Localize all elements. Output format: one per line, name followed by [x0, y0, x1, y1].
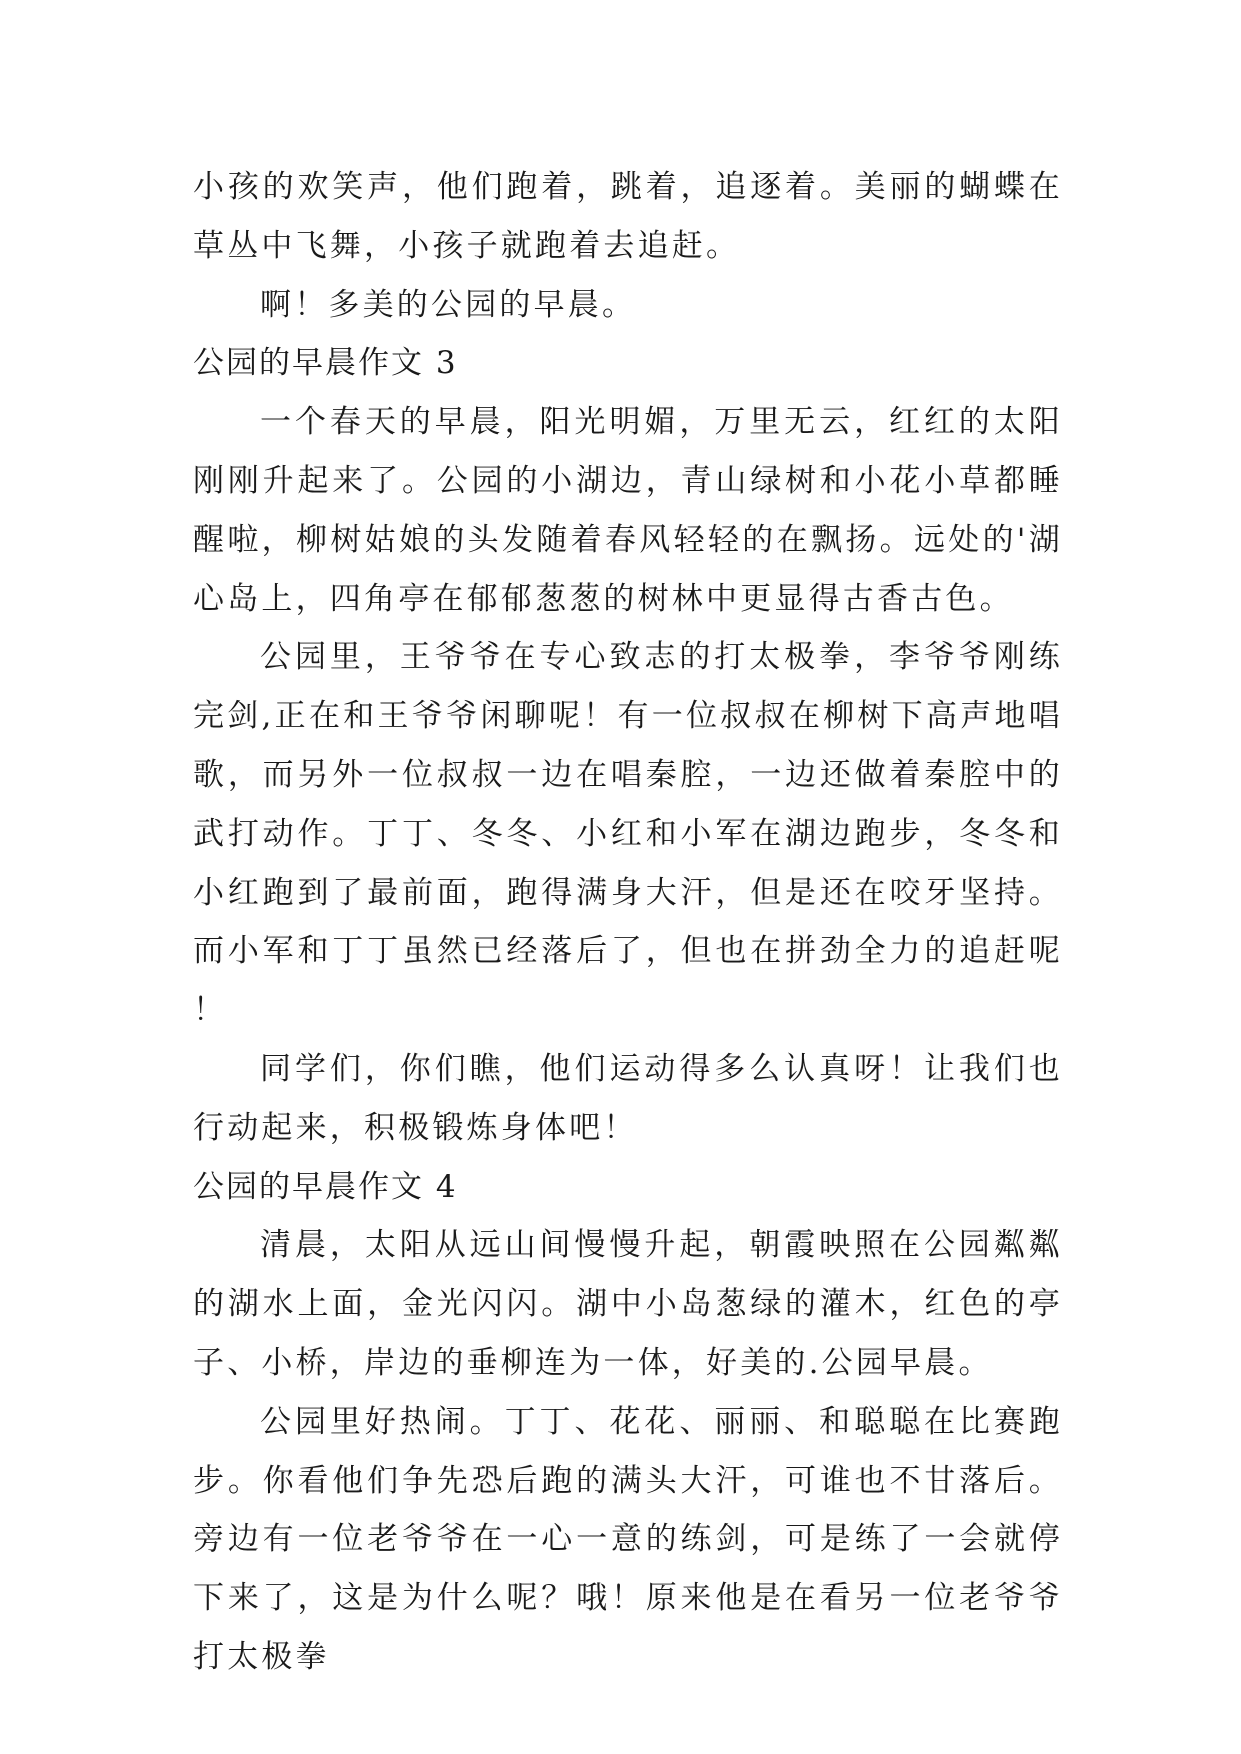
document-body	[193, 158, 1063, 1687]
section-heading-essay-4: 公园的早晨作文 4	[193, 1168, 458, 1205]
paragraph-park-activities: 公园里，王爷爷在专心致志的打太极拳，李爷爷刚练完剑,正在和王爷爷闲聊呢！有一位叔叔在柳树下高声地唱歌，而另外一位叔叔一边在唱秦腔，一边还做着秦腔中的武打动作。丁丁、冬冬、小红和小军在湖边跑步，冬冬和小红跑到了最前面，跑得满身大汗，但是还在咬牙坚持。而小军和丁丁虽然已经落后了，但也在拼劲全力的追赶呢！	[193, 639, 1063, 1029]
paragraph-exclamation: 啊！多美的公园的早晨。	[260, 286, 637, 323]
paragraph-early-morning: 清晨，太阳从远山间慢慢升起，朝霞映照在公园粼粼的湖水上面，金光闪闪。湖中小岛葱绿的灌木，红色的亭子、小桥，岸边的垂柳连为一体，好美的.公园早晨。	[193, 1227, 1063, 1381]
paragraph-continued: 小孩的欢笑声，他们跑着，跳着，追逐着。美丽的蝴蝶在草丛中飞舞，小孩子就跑着去追赶。	[193, 169, 1063, 264]
paragraph-spring-morning: 一个春天的早晨，阳光明媚，万里无云，红红的太阳刚刚升起来了。公园的小湖边，青山绿树和小花小草都睡醒啦，柳树姑娘的头发随着春风轻轻的在飘扬。远处的'湖心岛上，四角亭在郁郁葱葱的树林中更显得古香古色。	[193, 404, 1063, 617]
paragraph-lively-park: 公园里好热闹。丁丁、花花、丽丽、和聪聪在比赛跑步。你看他们争先恐后跑的满头大汗，可谁也不甘落后。旁边有一位老爷爷在一心一意的练剑，可是练了一会就停下来了，这是为什么呢？哦！原来他是在看另一位老爷爷打太极拳	[193, 1403, 1063, 1675]
paragraph-classmates: 同学们，你们瞧，他们运动得多么认真呀！让我们也行动起来，积极锻炼身体吧！	[193, 1050, 1063, 1146]
section-heading-essay-3: 公园的早晨作文 3	[193, 345, 458, 382]
